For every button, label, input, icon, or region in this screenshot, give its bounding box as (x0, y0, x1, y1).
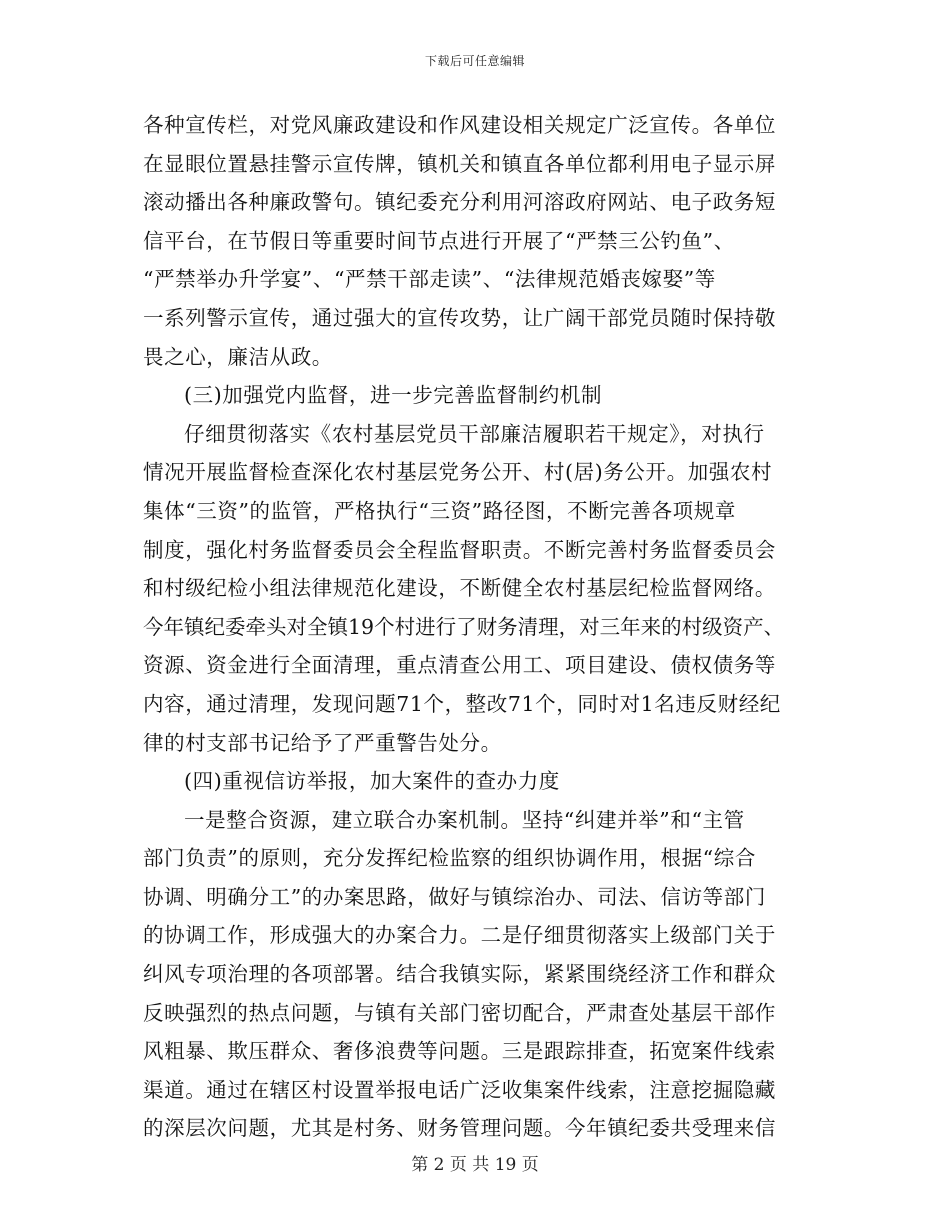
body-line: 纠风专项治理的各项部署。结合我镇实际，紧紧围绕经济工作和群众 (143, 962, 776, 987)
body-line: 风粗暴、欺压群众、奢侈浪费等问题。三是跟踪排查，拓宽案件线索 (143, 1039, 776, 1064)
body-line: 和村级纪检小组法律规范化建设，不断健全农村基层纪检监督网络。 (143, 576, 776, 601)
body-line: 的深层次问题，尤其是村务、财务管理问题。今年镇纪委共受理来信 (143, 1116, 776, 1141)
body-line: 反映强烈的热点问题，与镇有关部门密切配合，严肃查处基层干部作 (143, 1000, 776, 1025)
body-line: 律的村支部书记给予了严重警告处分。 (143, 730, 502, 755)
page-footer: 第 2 页 共 19 页 (411, 1155, 539, 1175)
body-line: 情况开展监督检查深化农村基层党务公开、村(居)务公开。加强农村 (143, 460, 773, 485)
body-line: 一是整合资源，建立联合办案机制。坚持“纠建并举”和“主管 (184, 807, 745, 832)
body-line: 今年镇纪委牵头对全镇19个村进行了财务清理，对三年来的村级资产、 (143, 614, 785, 639)
body-line: 的协调工作，形成强大的办案合力。二是仔细贯彻落实上级部门关于 (143, 923, 776, 948)
body-line: 信平台，在节假日等重要时间节点进行开展了“严禁三公钓鱼”、 (143, 228, 735, 253)
body-line: 资源、资金进行全面清理，重点清查公用工、项目建设、债权债务等 (143, 653, 776, 678)
body-line: 集体“三资”的监管，严格执行“三资”路径图，不断完善各项规章 (143, 498, 736, 523)
page-header: 下载后可任意编辑 (424, 54, 525, 68)
body-line: 协调、明确分工”的办案思路，做好与镇综治办、司法、信访等部门 (143, 884, 766, 909)
body-line: 内容，通过清理，发现问题71个，整改71个，同时对1名违反财经纪 (143, 691, 781, 716)
body-line: 各种宣传栏，对党风廉政建设和作风建设相关规定广泛宣传。各单位 (143, 113, 776, 137)
body-line: 滚动播出各种廉政警句。镇纪委充分利用河溶政府网站、电子政务短 (143, 190, 776, 215)
body-line: 畏之心，廉洁从政。 (143, 344, 333, 369)
body-line: 部门负责”的原则，充分发挥纪检监察的组织协调作用，根据“综合 (143, 846, 756, 871)
body-line: 渠道。通过在辖区村设置举报电话广泛收集案件线索，注意挖掘隐藏 (143, 1077, 776, 1102)
body-line: 制度，强化村务监督委员会全程监督职责。不断完善村务监督委员会 (143, 537, 776, 562)
document-body (143, 106, 823, 1148)
body-line: 仔细贯彻落实《农村基层党员干部廉洁履职若干规定》，对执行 (184, 421, 765, 446)
body-line: 一系列警示宣传，通过强大的宣传攻势，让广阔干部党员随时保持敬 (143, 305, 776, 330)
section-heading: (四)重视信访举报，加大案件的查办力度 (184, 769, 560, 794)
body-line: 在显眼位置悬挂警示宣传牌，镇机关和镇直各单位都利用电子显示屏 (143, 151, 776, 176)
section-heading: (三)加强党内监督，进一步完善监督制约机制 (184, 383, 603, 408)
body-line: “严禁举办升学宴”、“严禁干部走读”、“法律规范婚丧嫁娶”等 (143, 267, 716, 292)
